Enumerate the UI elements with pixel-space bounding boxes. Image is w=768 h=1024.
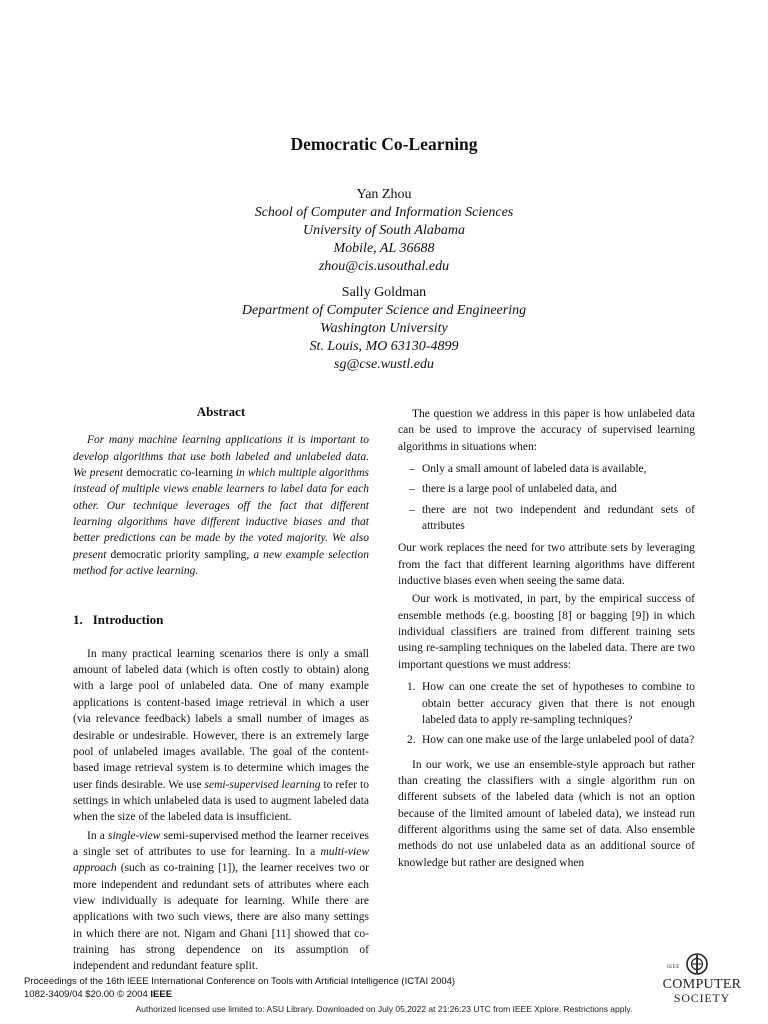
- author-block: [0, 186, 768, 374]
- author2-affiliation: Department of Computer Science and Engineering: [241, 303, 527, 318]
- intro-paragraph-5: Our work is motivated, in part, by the empirical success of ensemble methods (e.g. boosting [8] or bagging [9]) in which individual classifiers are trained from different training sets using re-sampling techniques on the labeled data. There are two important questions we must address:: [398, 593, 695, 671]
- proceedings-line: Proceedings of the 16th IEEE International Conference on Tools with Artificial Intelligence (ICTAI 2004): [24, 976, 456, 987]
- section-heading-introduction: 1. Introduction: [73, 612, 164, 628]
- author2-name: Sally Goldman: [341, 285, 427, 300]
- abstract-text: For many machine learning applications it is important to develop algorithms that use both labeled and unlabeled data. We present democratic co-learning in which multiple algorithms instead of multiple views enable learners to label data for each other. Our technique leverages off the fact that different learning algorithms have different inductive biases and that better predictions can be made by the voted majority. We also present democratic priority sampling, a new example selection method for active learning.: [73, 434, 369, 578]
- author1-university: University of South Alabama: [303, 223, 465, 238]
- intro-paragraph-6: In our work, we use an ensemble-style approach but rather than creating the classifiers with a single algorithm run on different subsets of the labeled data (which is not an option because of the limited amount of labeled data), we instead run different algorithms using the same set of data. Also ensemble methods do not use unlabeled data as an additional source of knowledge but rather are designed when: [398, 758, 695, 869]
- intro-paragraph-3: The question we address in this paper is how unlabeled data can be used to improve the accuracy of supervised learning algorithms in situations when:: [398, 408, 695, 453]
- list-item: 1. How can one create the set of hypotheses to combine to obtain better accuracy given that there is not enough labeled data to apply re-sampling techniques?: [407, 681, 695, 726]
- author1-email: zhou@cis.usouthal.edu: [318, 259, 450, 274]
- author1-affiliation: School of Computer and Information Sciences: [254, 205, 514, 220]
- intro-paragraph-2: In a single-view semi-supervised method the learner receives a single set of attributes to use for learning. In a multi-view approach (such as co-training [1]), the learner receives two or more independent and redundant sets of attributes where each view individually is adequate for learning. While there are applications with two such views, there are also many settings in which there are not. Nigam and Ghani [11] showed that co-training has strong dependence on its assumption of independent and redundant feature split.: [73, 829, 369, 973]
- list-item: – Only a small amount of labeled data is available,: [409, 463, 647, 476]
- author2-university: Washington University: [320, 321, 448, 336]
- list-item: 2. How can one make use of the large unlabeled pool of data?: [407, 734, 695, 747]
- ieee-emblem-icon: [686, 953, 708, 975]
- list-item: – there are not two independent and redundant sets of attributes: [409, 503, 695, 533]
- right-column: [398, 406, 695, 873]
- intro-paragraph-1: In many practical learning scenarios there is only a small amount of labeled data (which is often costly to obtain) along with a large pool of unlabeled data. One of many example applications is content-based image retrieval in which a user (via relevance feedback) labels a small number of images as desirable or undesirable. However, there is an extremely large pool of unlabeled images available. The goal of the content-based image retrieval system is to determine which images the user finds desirable. We use semi-supervised learning to refer to settings in which unlabeled data is used to augment labeled data when the size of the labeled data is insufficient.: [73, 647, 369, 824]
- conditions-list: [398, 461, 695, 534]
- logo-ieee-text: IEEE: [667, 965, 680, 970]
- computer-society-logo: [662, 953, 752, 1005]
- author2-location: St. Louis, MO 63130-4899: [309, 339, 459, 354]
- list-item: – there is a large pool of unlabeled data, and: [409, 483, 617, 496]
- logo-computer-text: COMPUTER: [662, 977, 742, 992]
- author1-name: Yan Zhou: [356, 187, 412, 202]
- logo-society-text: SOCIETY: [673, 991, 731, 1005]
- abstract-heading: Abstract: [196, 404, 246, 419]
- questions-list: [398, 679, 695, 748]
- paper-title: Democratic Co-Learning: [290, 134, 478, 154]
- authorized-use-notice: Authorized licensed use limited to: ASU Library. Downloaded on July 05,2022 at 21:26:23 UTC from IEEE Xplore. Restrictions apply.: [135, 1004, 633, 1014]
- copyright-line: 1082-3409/04 $20.00 © 2004 IEEE: [24, 989, 173, 1000]
- author1-location: Mobile, AL 36688: [333, 241, 435, 256]
- intro-paragraph-4: Our work replaces the need for two attribute sets by leveraging from the fact that different learning algorithms have different inductive biases even when seeing the same data.: [398, 542, 695, 588]
- proceedings-footer: [24, 975, 455, 1001]
- left-column: [73, 404, 369, 977]
- author2-email: sg@cse.wustl.edu: [334, 357, 434, 372]
